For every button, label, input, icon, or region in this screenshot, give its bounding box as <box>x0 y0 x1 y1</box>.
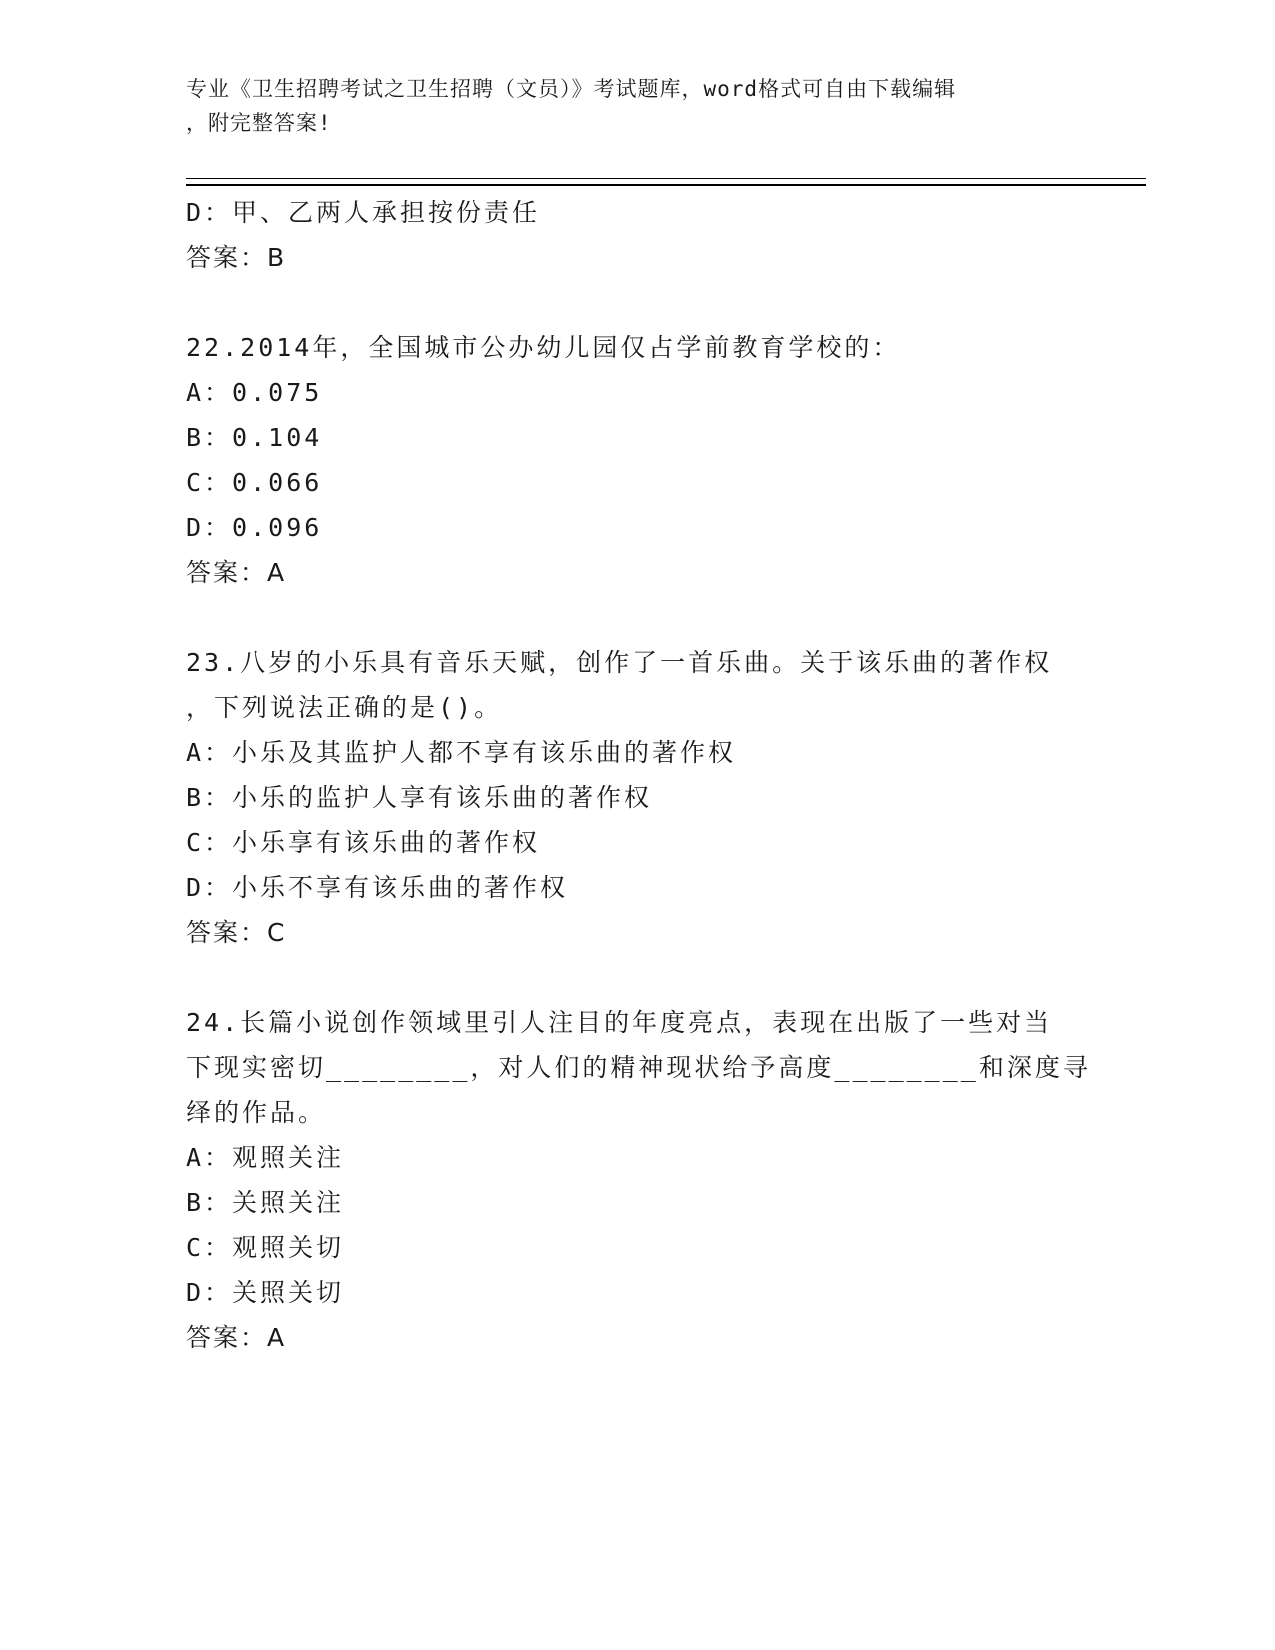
question-24 <box>186 1000 1091 1360</box>
header-line-1: 专业《卫生招聘考试之卫生招聘（文员）》考试题库，word格式可自由下载编辑 <box>186 77 957 101</box>
option-c: C：观照关切 <box>186 1233 345 1262</box>
option-b: B：小乐的监护人享有该乐曲的著作权 <box>186 783 653 812</box>
answer: 答案：A <box>186 1323 287 1352</box>
option-b: B：0.104 <box>186 423 323 452</box>
option-a: A：观照关注 <box>186 1143 345 1172</box>
question-stem-line-1: 24.长篇小说创作领域里引人注目的年度亮点，表现在出版了一些对当 <box>186 1008 1053 1037</box>
question-list <box>186 190 1091 1360</box>
option-a: A：0.075 <box>186 378 323 407</box>
question-22 <box>186 325 1086 595</box>
answer: 答案：A <box>186 558 287 587</box>
option-d: D：关照关切 <box>186 1278 345 1307</box>
prev-answer: 答案：B <box>186 243 287 272</box>
header-line-2: ，附完整答案! <box>186 111 332 135</box>
header-divider-thick <box>186 184 1146 186</box>
option-d: D：0.096 <box>186 513 323 542</box>
question-stem-line-1: 23.八岁的小乐具有音乐天赋，创作了一首乐曲。关于该乐曲的著作权 <box>186 648 1053 677</box>
question-stem-line-3: 绎的作品。 <box>186 1098 327 1127</box>
document-header <box>186 72 1066 140</box>
option-c: C：0.066 <box>186 468 323 497</box>
question-stem-line-2: ，下列说法正确的是()。 <box>186 693 503 722</box>
question-23 <box>186 640 1086 955</box>
option-a: A：小乐及其监护人都不享有该乐曲的著作权 <box>186 738 737 767</box>
option-d: D：小乐不享有该乐曲的著作权 <box>186 873 569 902</box>
prev-option-d: D：甲、乙两人承担按份责任 <box>186 198 541 227</box>
option-c: C：小乐享有该乐曲的著作权 <box>186 828 541 857</box>
option-b: B：关照关注 <box>186 1188 345 1217</box>
answer: 答案：C <box>186 918 287 947</box>
question-stem: 22.2014年，全国城市公办幼儿园仅占学前教育学校的： <box>186 333 901 362</box>
question-stem-line-2: 下现实密切________，对人们的精神现状给予高度________和深度寻 <box>186 1053 1091 1082</box>
header-divider-thin <box>186 178 1146 179</box>
